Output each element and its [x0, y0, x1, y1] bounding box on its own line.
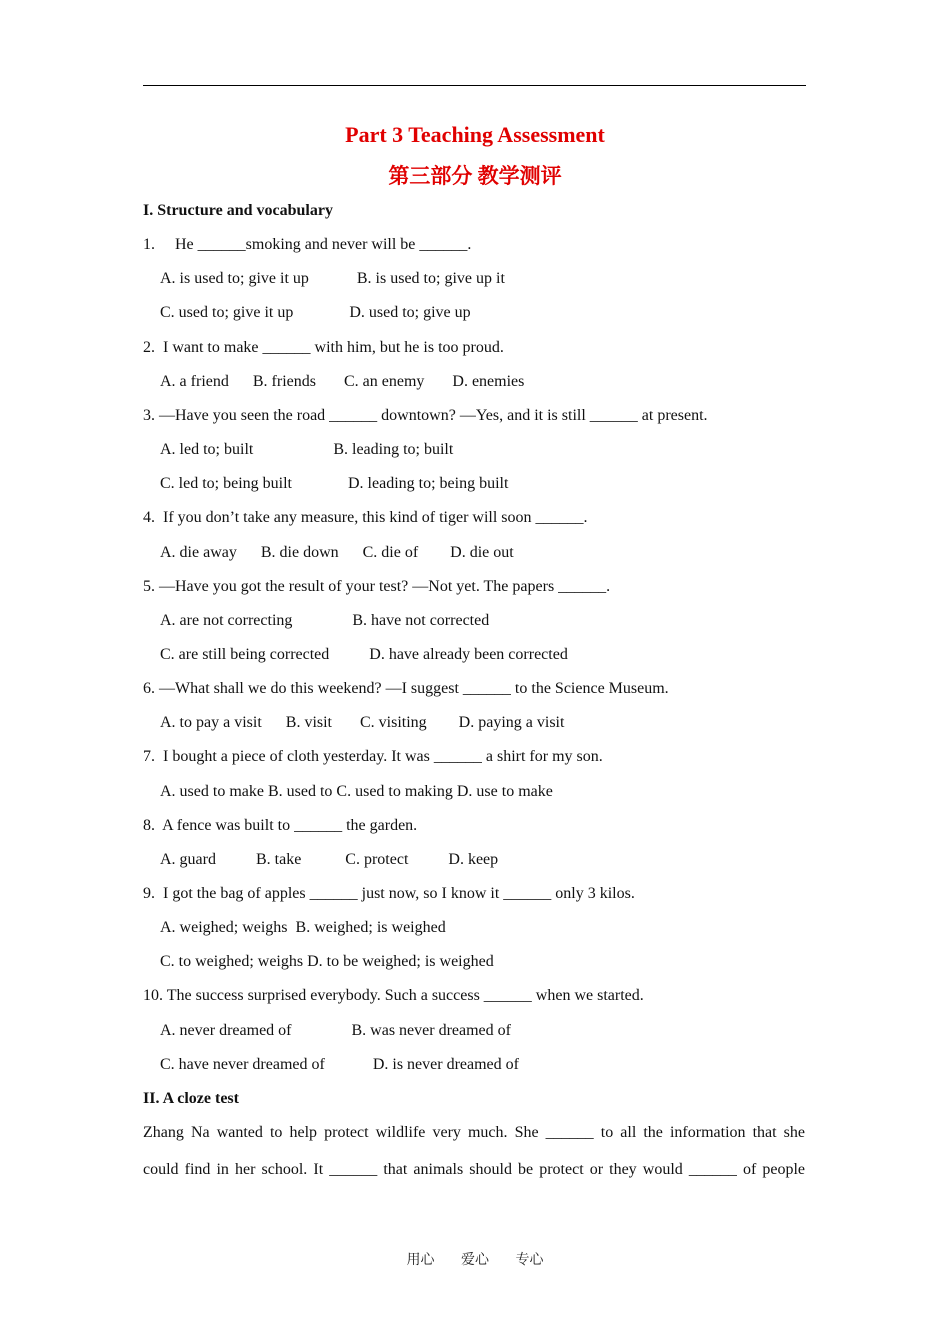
question-line: 2. I want to make ______ with him, but he is too proud. — [143, 339, 504, 356]
option-line: A. weighed; weighs B. weighed; is weighed — [160, 919, 446, 936]
option-line: A. are not correcting B. have not corrected — [160, 612, 490, 629]
header-rule — [143, 85, 806, 86]
option-line: C. led to; being built D. leading to; being built — [160, 475, 509, 492]
page-title-chinese: 第三部分 教学测评 — [388, 164, 562, 188]
question-line: 6. —What shall we do this weekend? —I suggest ______ to the Science Museum. — [143, 680, 669, 697]
option-line: A. never dreamed of B. was never dreamed of — [160, 1022, 511, 1039]
option-line: A. to pay a visit B. visit C. visiting D. paying a visit — [160, 714, 565, 731]
page-title-english: Part 3 Teaching Assessment — [345, 122, 605, 147]
question-line: 10. The success surprised everybody. Such a success ______ when we started. — [143, 987, 644, 1004]
page-footer: 用心 爱心 专心 — [406, 1252, 544, 1268]
option-line: A. a friend B. friends C. an enemy D. enemies — [160, 373, 525, 390]
question-line: 8. A fence was built to ______ the garden. — [143, 817, 418, 834]
option-line: C. used to; give it up D. used to; give up — [160, 304, 471, 321]
section-heading-cloze: II. A cloze test — [143, 1090, 239, 1107]
question-line: 7. I bought a piece of cloth yesterday. It was ______ a shirt for my son. — [143, 748, 603, 765]
question-line: 5. —Have you got the result of your test? —Not yet. The papers ______. — [143, 578, 611, 595]
option-line: C. are still being corrected D. have already been corrected — [160, 646, 568, 663]
question-line: 1. He ______smoking and never will be ______. — [143, 236, 472, 253]
cloze-paragraph-line: Zhang Na wanted to help protect wildlife very much. She ______ to all the information that she — [143, 1124, 805, 1141]
cloze-paragraph-line: could find in her school. It ______ that animals should be protect or they would ______ of people — [143, 1161, 805, 1178]
question-line: 9. I got the bag of apples ______ just now, so I know it ______ only 3 kilos. — [143, 885, 635, 902]
question-line: 3. —Have you seen the road ______ downtown? —Yes, and it is still ______ at present. — [143, 407, 708, 424]
option-line: C. to weighed; weighs D. to be weighed; is weighed — [160, 953, 494, 970]
question-line: 4. If you don’t take any measure, this kind of tiger will soon ______. — [143, 509, 588, 526]
option-line: A. guard B. take C. protect D. keep — [160, 851, 499, 868]
option-line: A. die away B. die down C. die of D. die out — [160, 544, 514, 561]
option-line: A. led to; built B. leading to; built — [160, 441, 454, 458]
option-line: A. is used to; give it up B. is used to; give up it — [160, 270, 505, 287]
option-line: C. have never dreamed of D. is never dreamed of — [160, 1056, 519, 1073]
section-heading-structure: I. Structure and vocabulary — [143, 202, 333, 219]
option-line: A. used to make B. used to C. used to making D. use to make — [160, 783, 553, 800]
